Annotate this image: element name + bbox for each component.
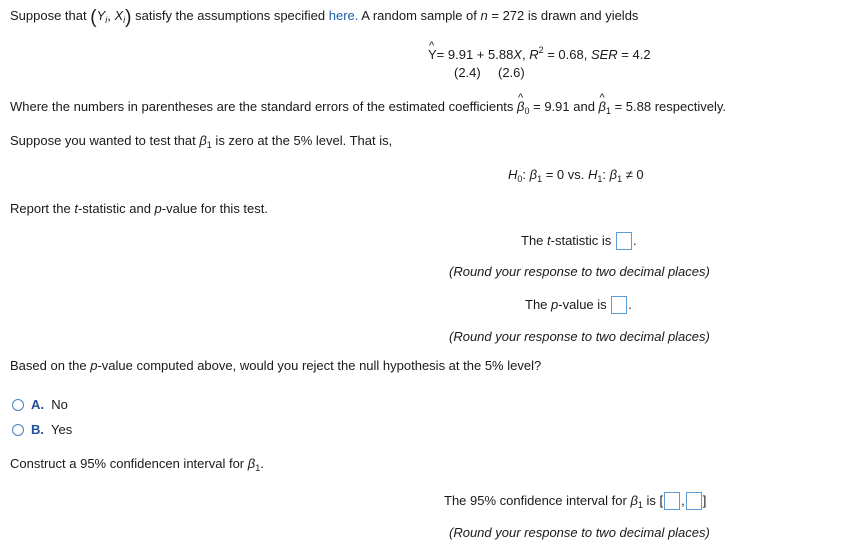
regression-equation: ^ Y= 9.91 + 5.88X, $R^2 = 0.68$, SER = 4.2 (428, 47, 651, 63)
round-note-p: (Round your response to two decimal places) (449, 329, 710, 344)
ci-lower-input[interactable] (664, 492, 680, 510)
option-a[interactable]: A. No (31, 397, 68, 412)
test-description: Suppose you wanted to test that $\beta_1$ is zero at the 5% level. That is, (10, 133, 393, 150)
intro-line: Suppose that ($Y_i$, $X_i$) satisfy the assumptions specified here. A random sample of n = 272 is drawn and yields (10, 7, 639, 28)
t-statistic-line: The t-statistic is . (521, 233, 637, 248)
option-a-radio[interactable] (12, 399, 24, 411)
p-value-input[interactable] (611, 296, 627, 314)
coefficients-note: Where the numbers in parentheses are the standard errors of the estimated coefficients ^ $\beta_0 = 9.91$ and ^ $\beta_1 = 5.88$ respectively. (10, 99, 726, 115)
reject-question: Based on the p-value computed above, would you reject the null hypothesis at the 5% level? (10, 358, 542, 373)
option-b-radio[interactable] (12, 424, 24, 436)
p-value-line: The p-value is . (525, 297, 632, 312)
report-instruction: Report the t-statistic and p-value for this test. (10, 201, 268, 216)
round-note-t: (Round your response to two decimal places) (449, 264, 710, 279)
confidence-interval-line: The 95% confidence interval for $\beta_1$ is [ , ] (444, 493, 707, 510)
t-statistic-input[interactable] (616, 232, 632, 250)
round-note-ci: (Round your response to two decimal places) (449, 525, 710, 540)
standard-error-0: (2.4) (454, 65, 481, 80)
assumptions-link[interactable]: here. (328, 8, 359, 23)
ci-upper-input[interactable] (686, 492, 702, 510)
option-b[interactable]: B. Yes (31, 422, 73, 437)
hypothesis: $H_0$: $\beta_1 = 0$ vs. $H_1$: $\beta_1 \ne 0$ (508, 167, 644, 184)
standard-error-1: (2.6) (498, 65, 525, 80)
y-hat: ^ Y (428, 47, 437, 63)
construct-instruction: Construct a 95% confidencen interval for $\beta_1$. (10, 456, 264, 473)
